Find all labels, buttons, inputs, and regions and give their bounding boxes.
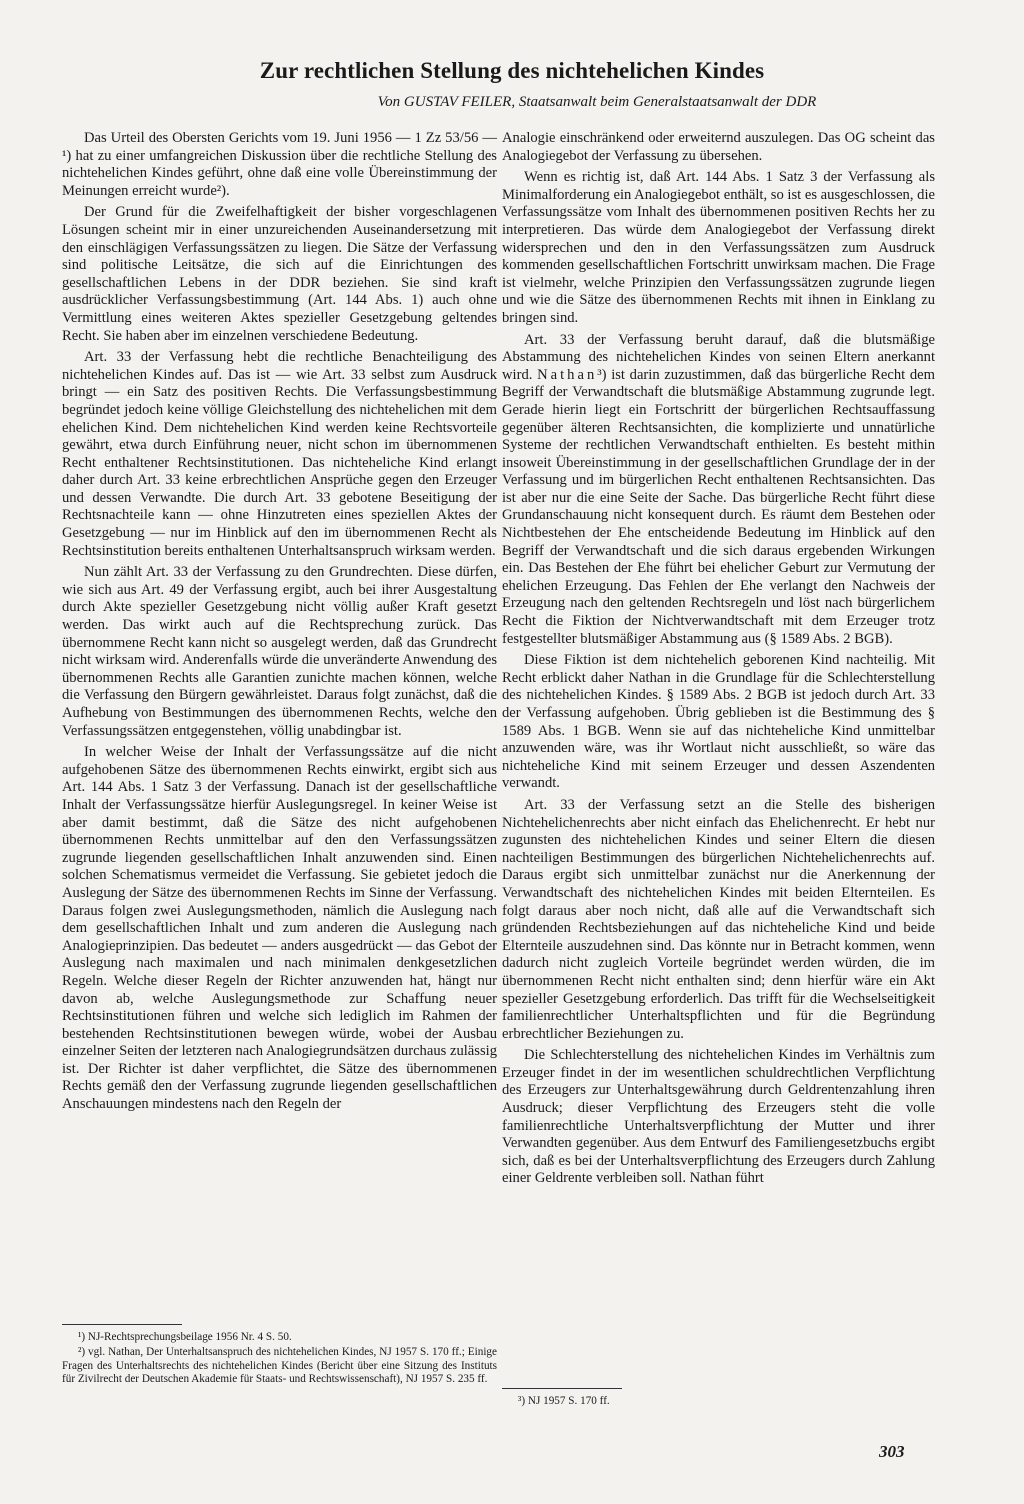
paragraph: Wenn es richtig ist, daß Art. 144 Abs. 1 Satz 3 der Verfassung als Minimalforderung ein Analogiegebot enthält, so ist es ausgeschlossen, die Verfassungssätze vom Inhalt des übernommenen positiven Rechts her zu interpretieren. Das würde dem Analogiegebot der Verfassung direkt widersprechen und den in den Verfassungssätzen zum Ausdruck kommenden gesellschaftlichen Fortschritt unwirksam machen. Die Frage ist vielmehr, welche Prinzipien den Verfassungssätzen zugrunde liegen und wie die Sätze des übernommenen Rechts mit ihnen in Einklang zu bringen sind. (502, 169, 935, 326)
paragraph: Art. 33 der Verfassung hebt die rechtliche Benachteiligung des nichtehelichen Kindes auf. Das ist — wie Art. 33 selbst zum Ausdruck bringt — ein Satz des positiven Rechts. Die Verfassungsbestimmung begründet jedoch keine völlige Gleichstellung des nichtehelichen mit dem ehelichen Kind. Dem nichtehelichen Kind werden keine Rechtsvorteile gewährt, etwa durch Einführung neuer, nicht schon im übernommenen Recht enthaltener Rechtsinstitutionen. Das nichteheliche Kind erlangt daher durch Art. 33 keine erbrechtlichen Ansprüche gegen den Erzeuger und dessen Verwandte. Die durch Art. 33 gebotene Beseitigung der Rechtsnachteile kann — ohne Hinzutreten eines speziellen Aktes der Gesetzgebung — nur im Hinblick auf den im übernommenen Recht als Rechtsinstitution bereits enthaltenen Unterhaltsanspruch wirksam werden. (62, 349, 497, 559)
paragraph: Der Grund für die Zweifelhaftigkeit der bisher vorgeschlagenen Lösungen scheint mir in einer unzureichenden Auseinandersetzung mit den einschlägigen Verfassungssätzen zu liegen. Die Sätze der Verfassung sind politische Leitsätze, die sich auf die Einrichtungen des gesellschaftlichen Lebens in der DDR beziehen. Sie sind kraft ausdrücklicher Verfassungsbestimmung (Art. 144 Abs. 1) auch ohne Vermittlung eines weiteren Aktes spezieller Gesetzgebung geltendes Recht. Sie haben aber im einzelnen verschiedene Bedeutung. (62, 204, 497, 344)
paragraph-start: Art. 33 der Verfassung beruht darauf, daß die blutsmäßige Abstammung des nichtehelichen Kindes von seinen Eltern anerkannt wird. (502, 331, 935, 383)
footnote-ref: ³) (597, 366, 607, 383)
paragraph: Diese Fiktion ist dem nichtehelich geborenen Kind nachteilig. Mit Recht erblickt daher Nathan in die Grundlage für die Schlechterstellung des nichtehelichen Kindes. § 1589 Abs. 2 BGB ist jedoch durch Art. 33 der Verfassung aufgehoben. Übrig geblieben ist die Bestimmung des § 1589 Abs. 1 BGB. Wenn sie auf das nichteheliche Kind unmittelbar anzuwenden wäre, was ihr Wortlaut nicht ausschließt, so wäre das nichteheliche Kind mit seinem Erzeuger und dessen Aszendenten verwandt. (502, 652, 935, 792)
paragraph-rest: ist darin zuzustimmen, daß das bürgerliche Recht dem Begriff der Verwandtschaft die blutsmäßige Abstammung zugrunde legt. Gerade hierin liegt ein Fortschritt der bürgerlichen Rechtsauffassung gegenüber älteren Rechtsansichten, die komplizierte und unnatürliche Systeme der rechtlichen Verwandtschaft enthielten. Es besteht mithin insoweit Übereinstimmung in der gesellschaftlichen Grundlage der in der Verfassung und im bürgerlichen Recht enthaltenen Rechtsansichten. Das ist aber nur die eine Seite der Sache. Das bürgerliche Recht führt diese Grundanschauung nicht konsequent durch. Es räumt dem Bestehen oder Nichtbestehen der Ehe entscheidende Bedeutung im Hinblick auf den Begriff der Verwandtschaft und die sich daraus ergebenden Wirkungen ein. Das Bestehen der Ehe führt bei ehelicher Geburt zur Vermutung der ehelichen Erzeugung. Das Fehlen der Ehe verlangt den Nachweis der Erzeugung nach den geltenden Rechtsregeln und löst nach bürgerlichem Recht die Fiktion der Nichtverwandtschaft mit dem Erzeuger trotz festgestellter blutsmäßiger Abstammung aus (§ 1589 Abs. 2 BGB). (502, 366, 936, 647)
footnote-rule (502, 1388, 622, 1389)
right-column (502, 130, 935, 1192)
paragraph: Die Schlechterstellung des nichtehelichen Kindes im Verhältnis zum Erzeuger findet in der im wesentlichen schuldrechtlichen Verpflichtung des Erzeugers zur Unterhaltsgewährung durch Geldrentenzahlung ihren Ausdruck; dieser Verpflichtung des Erzeugers steht die volle familienrechtliche Unterhaltsverpflichtung der Mutter und ihrer Verwandten gegenüber. Aus dem Entwurf des Familiengesetzbuchs ergibt sich, daß es bei der Unterhaltsverpflichtung des Erzeugers durch Zahlung einer Geldrente verbleiben soll. Nathan führt (502, 1047, 935, 1187)
footnote-rule (62, 1324, 182, 1325)
page-number: 303 (879, 1442, 905, 1461)
footnotes-right (502, 1395, 935, 1410)
footnotes-left (62, 1331, 497, 1389)
footnote: ¹) NJ-Rechtsprechungsbeilage 1956 Nr. 4 S. 50. (78, 1331, 292, 1343)
paragraph: Nun zählt Art. 33 der Verfassung zu den Grundrechten. Diese dürfen, wie sich aus Art. 49 der Verfassung ergibt, auch bei ihrer Ausgestaltung durch Akte spezieller Gesetzgebung nicht völlig außer Kraft gesetzt werden. Das wirkt auch auf die Rechtsprechung zurück. Das übernommene Recht kann nicht so ausgelegt werden, daß das Grundrecht nicht wirksam wird. Anderenfalls würde die unveränderte Anwendung des übernommenen Rechts alle Garantien zunichte machen können, welche die Verfassung den Bürgern gewährleistet. Daraus folgt zunächst, daß die Aufhebung von Bestimmungen des übernommenen Rechts, welche den Verfassungssätzen entgegenstehen, völlig unabdingbar ist. (62, 564, 497, 739)
footnote: ³) NJ 1957 S. 170 ff. (518, 1395, 610, 1407)
paragraph: Analogie einschränkend oder erweiternd auszulegen. Das OG scheint das Analogiegebot der Verfassung zu übersehen. (502, 130, 935, 164)
paragraph: In welcher Weise der Inhalt der Verfassungssätze auf die nicht aufgehobenen Sätze des übernommenen Rechts einwirkt, ergibt sich aus Art. 144 Abs. 1 Satz 3 der Verfassung. Danach ist der gesellschaftliche Inhalt der Verfassungssätze hierfür Auslegungsregel. In keiner Weise ist aber damit bestimmt, daß die Sätze des nicht aufgehobenen übernommenen Rechts unmittelbar auf den den Verfassungssätzen zugrunde liegenden gesellschaftlichen Inhalt anzuwenden sind. Einen solchen Schematismus vermeidet die Verfassung. Sie gebietet jedoch die Auslegung der Sätze des übernommenen Rechts im Sinne der Verfassung. Daraus folgen zwei Auslegungsmethoden, nämlich die Auslegung nach dem gesellschaftlichen Inhalt und zum anderen die Auslegung nach Analogieprinzipien. Das bedeutet — anders ausgedrückt — das Gebot der Auslegung nach maximalen und nach minimalen denkgesetzlichen Regeln. Welche dieser Regeln der Richter anzuwenden hat, hängt nur davon ab, welche Auslegungsmethode zur Schaffung neuer Rechtsinstitutionen führen und welche sich lediglich im Rahmen der bestehenden Rechtsinstitutionen bewegen würde, wobei der Ausbau einzelner Seiten der letzteren nach Analogiegrundsätzen durchaus zulässig ist. Der Richter ist daher verpflichtet, die Sätze des übernommenen Rechts gemäß den der Verfassung zugrunde liegenden gesellschaftlichen Anschauungen mindestens nach den Regeln der (62, 744, 497, 1113)
article-title: Zur rechtlichen Stellung des nichtehelichen Kindes (259, 58, 765, 83)
paragraph (502, 332, 935, 649)
paragraph: Art. 33 der Verfassung setzt an die Stelle des bisherigen Nichtehelichenrechts aber nicht einfach das Ehelichenrecht. Er hebt nur zugunsten des nichtehelichen Kindes und seiner Eltern die diesen nachteiligen Bestimmungen des bürgerlichen Nichtehelichenrechts auf. Daraus ergibt sich unmittelbar zunächst nur die Anerkennung der Verwandtschaft des nichtehelichen Kindes mit beiden Elternteilen. Es folgt daraus aber noch nicht, daß alle auf die Verwandtschaft sich gründenden Rechtsbeziehungen auf das nichteheliche Kind und beide Elternteile auszudehnen sind. Das könnte nur in Betracht kommen, wenn dadurch nicht zugleich Vorteile begründet werden würden, die im übernommenen Recht nicht enthalten sind; denn hierfür wäre ein Akt spezieller Gesetzgebung erforderlich. Das trifft für die Wechselseitigkeit familienrechtlicher Unterhaltspflichten und für die Begründung erbrechtlicher Beziehungen zu. (502, 796, 935, 1042)
author-name-spaced: Nathan (537, 366, 598, 383)
paragraph: Das Urteil des Obersten Gerichts vom 19. Juni 1956 — 1 Zz 53/56 —¹) hat zu einer umfangreichen Diskussion über die rechtliche Stellung des nichtehelichen Kindes geführt, ohne daß eine volle Übereinstimmung der Meinungen erreicht wurde²). (62, 130, 497, 199)
footnote: ²) vgl. Nathan, Der Unterhaltsanspruch des nichtehelichen Kindes, NJ 1957 S. 170 ff.; Einige Fragen des Unterhaltsrechts des nichtehelichen Kindes (Bericht über eine Sitzung des Instituts für Zivilrecht der Deutschen Akademie für Staats- und Rechtswissenschaft), NJ 1957 S. 235 ff. (62, 1346, 497, 1386)
article-byline: Von GUSTAV FEILER, Staatsanwalt beim Generalstaatsanwalt der DDR (377, 94, 817, 110)
left-column (62, 130, 497, 1118)
